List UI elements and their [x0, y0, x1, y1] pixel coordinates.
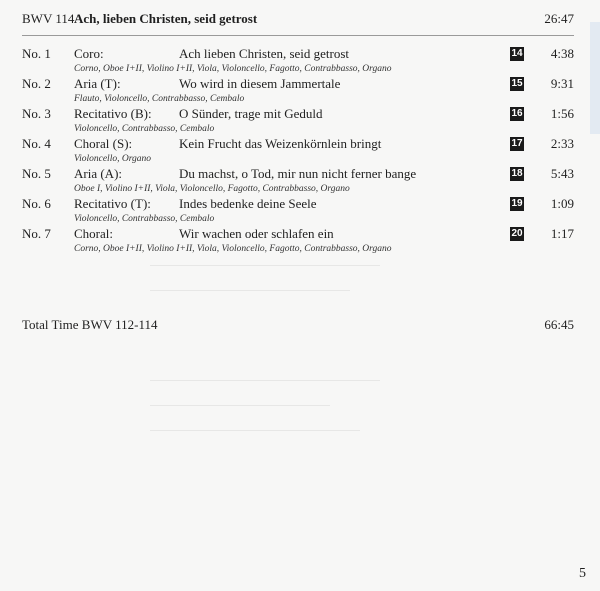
movement-number: No. 1 [22, 46, 51, 61]
movement-row [22, 136, 574, 166]
movement-type: Aria (A): [74, 166, 123, 181]
total-time-row [22, 317, 574, 335]
movement-duration: 2:33 [550, 136, 574, 151]
track-number-badge: 20 [511, 228, 523, 239]
bwv-number: BWV 114 [22, 11, 75, 26]
movement-instruments: Flauto, Violoncello, Contrabbasso, Cembalo [74, 94, 245, 104]
movement-instruments: Violoncello, Contrabbasso, Cembalo [74, 124, 215, 134]
movement-row [22, 46, 574, 76]
movement-instruments: Corno, Oboe I+II, Violino I+II, Viola, Violoncello, Fagotto, Contrabbasso, Organo [74, 244, 392, 254]
movement-type: Coro: [74, 46, 104, 61]
total-time-value: 66:45 [544, 317, 574, 332]
movement-text: O Sünder, trage mit Geduld [179, 106, 323, 121]
movement-number: No. 7 [22, 226, 51, 241]
show-through-line [150, 405, 330, 406]
show-through-line [150, 430, 360, 431]
movement-duration: 4:38 [550, 46, 574, 61]
movement-type: Aria (T): [74, 76, 121, 91]
movement-number: No. 6 [22, 196, 51, 211]
movement-row [22, 166, 574, 196]
cantata-title: Ach, lieben Christen, seid getrost [74, 11, 258, 26]
movement-text: Ach lieben Christen, seid getrost [179, 46, 350, 61]
movement-duration: 1:17 [550, 226, 574, 241]
movement-duration: 5:43 [550, 166, 574, 181]
page-number: 5 [579, 566, 586, 581]
movement-row [22, 106, 574, 136]
movement-row [22, 76, 574, 106]
movement-instruments: Violoncello, Organo [74, 154, 152, 164]
movement-type: Recitativo (B): [74, 106, 152, 121]
movement-number: No. 3 [22, 106, 51, 121]
show-through-line [150, 380, 380, 381]
movement-type: Recitativo (T): [74, 196, 151, 211]
movement-number: No. 2 [22, 76, 51, 91]
movement-row [22, 226, 574, 256]
movement-text: Du machst, o Tod, mir nun nicht ferner bange [179, 166, 417, 181]
movement-number: No. 5 [22, 166, 51, 181]
track-number-badge: 15 [511, 78, 523, 89]
movement-text: Indes bedenke deine Seele [179, 196, 317, 211]
movement-instruments: Corno, Oboe I+II, Violino I+II, Viola, Violoncello, Fagotto, Contrabbasso, Organo [74, 64, 392, 74]
track-number-badge: 19 [511, 198, 523, 209]
track-number-badge: 17 [511, 138, 523, 149]
cantata-header [22, 11, 574, 29]
movement-duration: 9:31 [550, 76, 574, 91]
movement-text: Kein Frucht das Weizenkörnlein bringt [179, 136, 382, 151]
cantata-duration: 26:47 [544, 11, 574, 26]
total-time-label: Total Time BWV 112-114 [22, 317, 158, 332]
movement-instruments: Violoncello, Contrabbasso, Cembalo [74, 214, 215, 224]
track-number-badge: 16 [511, 108, 523, 119]
movement-type: Choral (S): [74, 136, 133, 151]
show-through-line [150, 290, 350, 291]
header-rule [22, 35, 574, 36]
show-through-line [150, 265, 380, 266]
movement-duration: 1:56 [550, 106, 574, 121]
movement-instruments: Oboe I, Violino I+II, Viola, Violoncello, Fagotto, Contrabbasso, Organo [74, 184, 350, 194]
movement-number: No. 4 [22, 136, 51, 151]
movement-type: Choral: [74, 226, 113, 241]
edge-tab [590, 22, 600, 134]
movement-row [22, 196, 574, 226]
movement-text: Wo wird in diesem Jammertale [179, 76, 341, 91]
track-number-badge: 14 [511, 48, 523, 59]
movement-text: Wir wachen oder schlafen ein [179, 226, 334, 241]
track-number-badge: 18 [511, 168, 523, 179]
movement-duration: 1:09 [550, 196, 574, 211]
